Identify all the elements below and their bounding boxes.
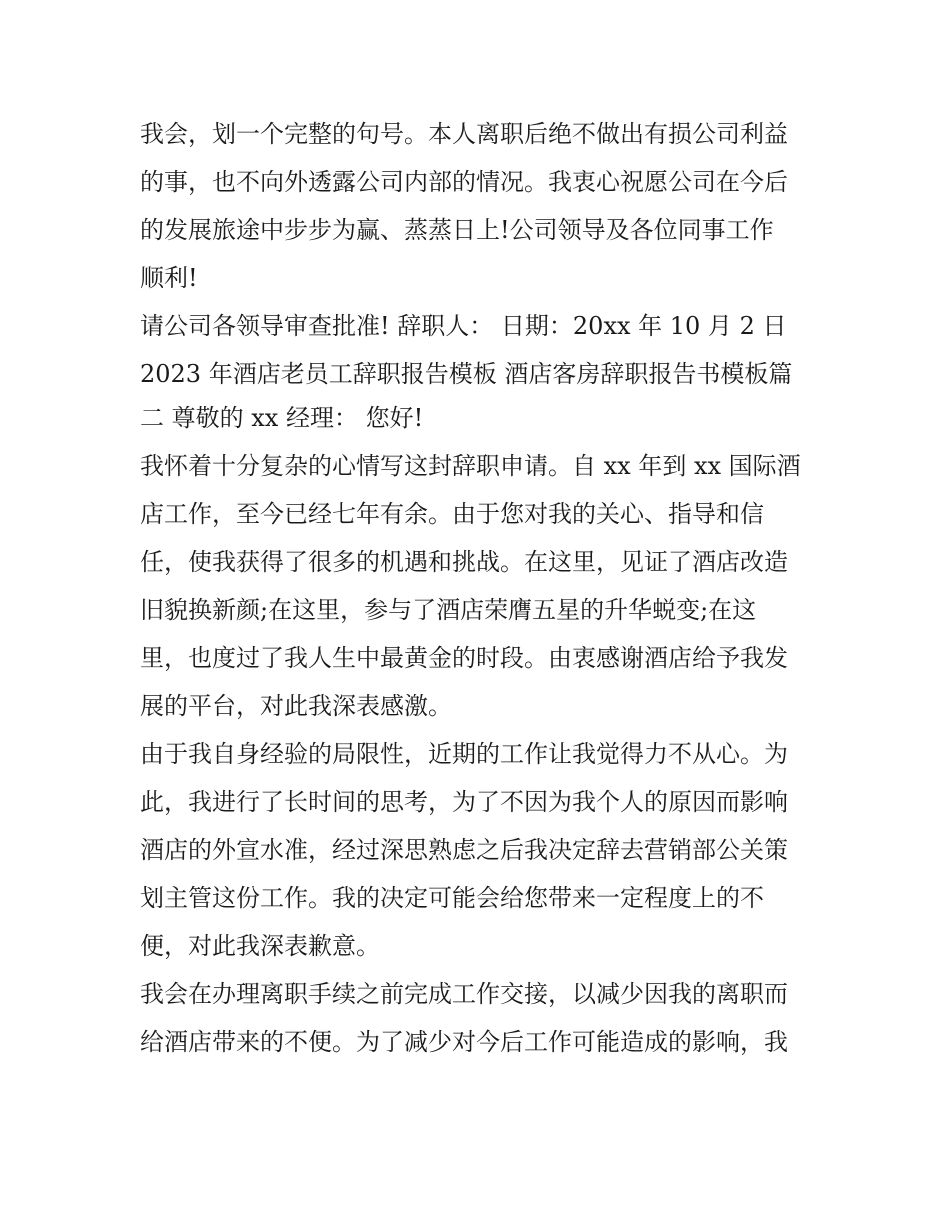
text-line: 给酒店带来的不便。为了减少对今后工作可能造成的影响，我 — [140, 1028, 788, 1056]
paragraph-introduction — [140, 442, 820, 730]
text-line: 二 尊敬的 xx 经理： 您好! — [140, 404, 424, 432]
text-line: 的发展旅途中步步为赢、蒸蒸日上!公司领导及各位同事工作 — [140, 216, 774, 244]
text-line: 里，也度过了我人生中最黄金的时段。由衷感谢酒店给予我发 — [140, 644, 788, 672]
text-line: 便，对此我深表歉意。 — [140, 932, 380, 960]
text-line: 的事，也不向外透露公司内部的情况。我衷心祝愿公司在今后 — [140, 168, 788, 196]
text-line: 我会在办理离职手续之前完成工作交接，以减少因我的离职而 — [140, 980, 788, 1008]
text-line: 我怀着十分复杂的心情写这封辞职申请。自 xx 年到 xx 国际酒 — [140, 452, 801, 480]
paragraph-handover — [140, 970, 820, 1066]
text-line: 展的平台，对此我深表感激。 — [140, 692, 452, 720]
paragraph-signature-and-heading — [140, 302, 820, 438]
text-line: 顺利! — [140, 264, 198, 292]
paragraph-closing-wishes — [140, 110, 820, 302]
text-line: 请公司各领导审查批准! 辞职人： 日期：20xx 年 10 月 2 日 — [140, 312, 787, 340]
text-line: 酒店的外宣水准，经过深思熟虑之后我决定辞去营销部公关策 — [140, 836, 788, 864]
text-line: 店工作，至今已经七年有余。由于您对我的关心、指导和信 — [140, 500, 764, 528]
text-line: 此，我进行了长时间的思考，为了不因为我个人的原因而影响 — [140, 788, 788, 816]
text-line: 由于我自身经验的局限性，近期的工作让我觉得力不从心。为 — [140, 740, 788, 768]
text-line: 划主管这份工作。我的决定可能会给您带来一定程度上的不 — [140, 884, 764, 912]
text-line: 任，使我获得了很多的机遇和挑战。在这里，见证了酒店改造 — [140, 548, 788, 576]
paragraph-reason — [140, 730, 820, 970]
text-line: 旧貌换新颜;在这里，参与了酒店荣膺五星的升华蜕变;在这 — [140, 596, 757, 624]
text-line: 我会，划一个完整的句号。本人离职后绝不做出有损公司利益 — [140, 120, 788, 148]
document-body — [140, 110, 820, 1066]
text-line: 2023 年酒店老员工辞职报告模板 酒店客房辞职报告书模板篇 — [140, 360, 793, 388]
